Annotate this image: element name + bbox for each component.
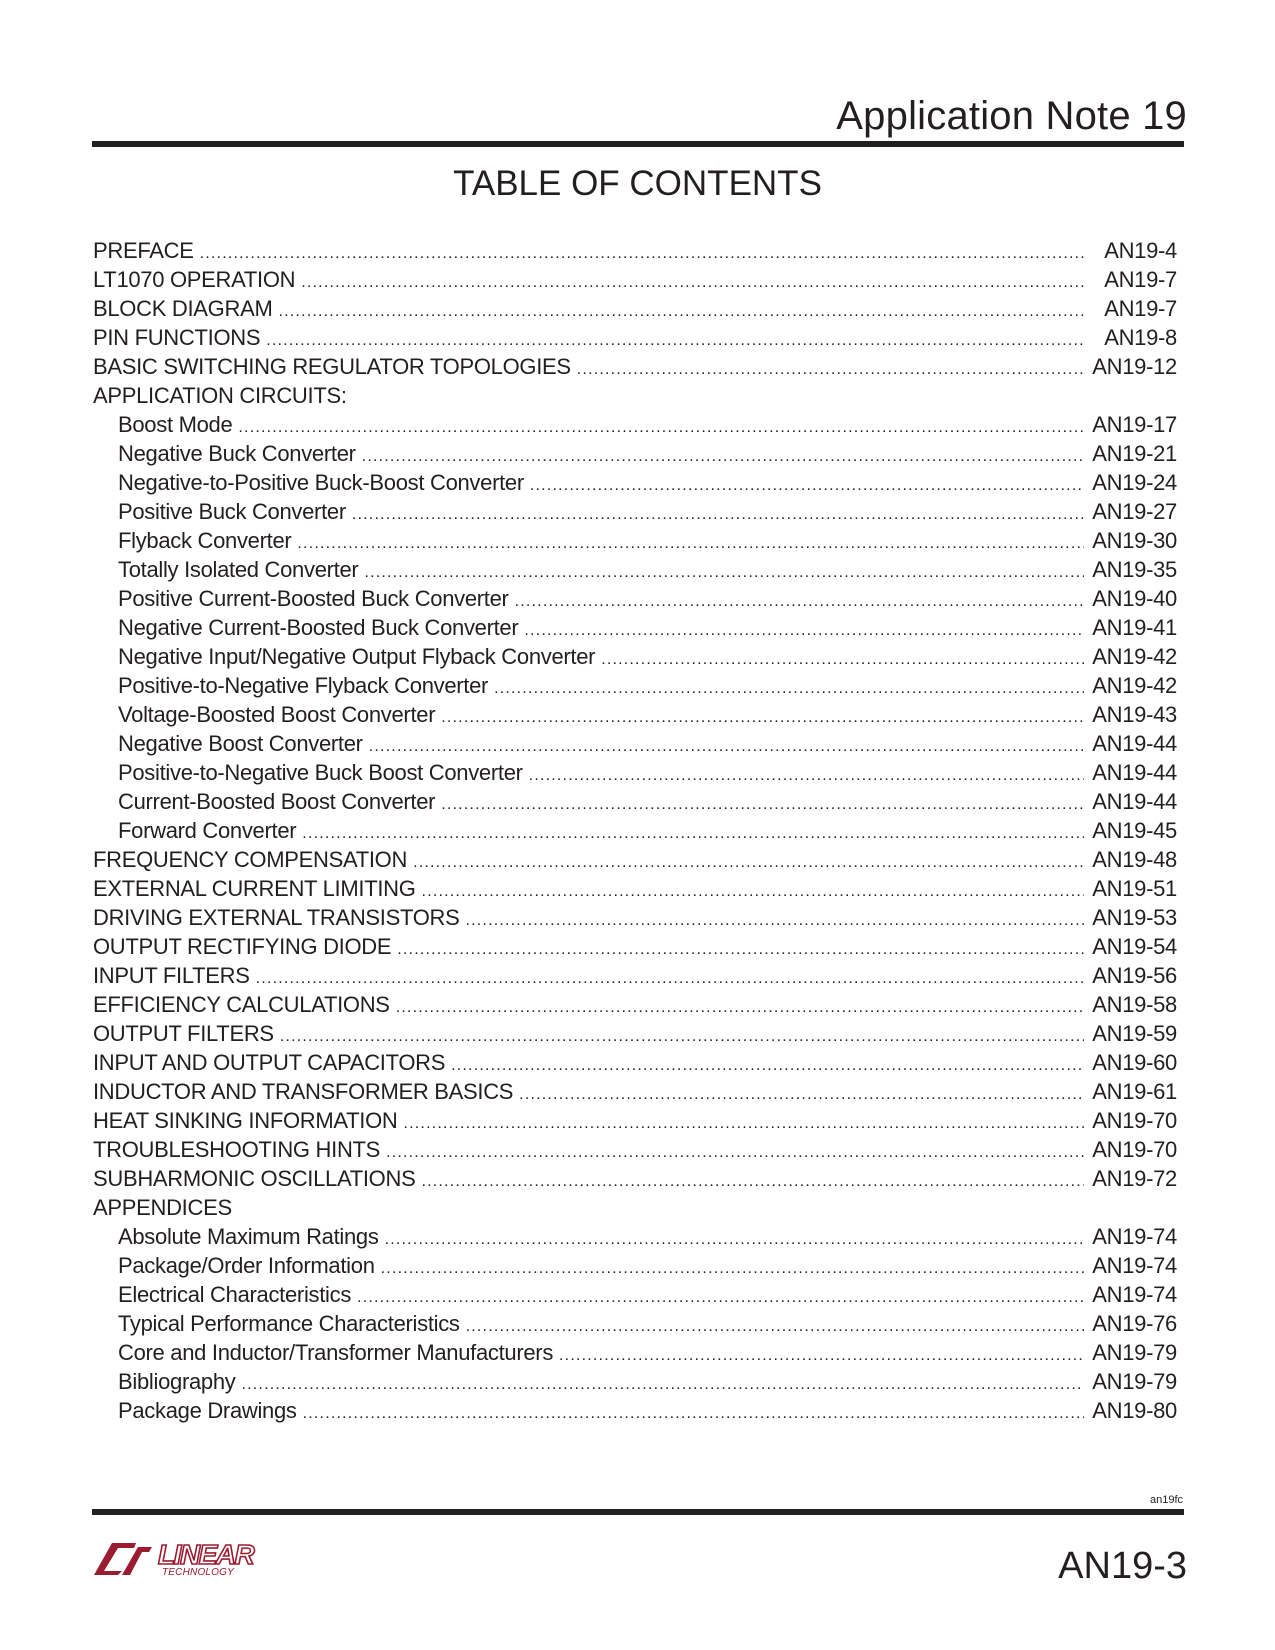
toc-leader-dots [352, 500, 1084, 529]
toc-entry-label: EXTERNAL CURRENT LIMITING [93, 876, 416, 901]
toc-leader-dots [364, 558, 1084, 587]
toc-entry-label: Boost Mode [118, 412, 233, 437]
svg-text:LINEAR: LINEAR [158, 1539, 254, 1570]
toc-leader-dots [256, 964, 1085, 993]
toc-entry-label: INPUT FILTERS [93, 963, 250, 988]
toc-entry-page: AN19-27 [1092, 499, 1177, 524]
toc-entry-label: Negative Buck Converter [118, 441, 356, 466]
toc-entry-label: LT1070 OPERATION [93, 267, 296, 292]
toc-entry [93, 787, 1177, 816]
toc-entry [93, 1048, 1177, 1077]
toc-leader-dots [362, 442, 1085, 471]
toc-entry-page: AN19-42 [1092, 644, 1177, 669]
toc-leader-dots [404, 1109, 1085, 1138]
toc-leader-dots [577, 355, 1084, 384]
toc-entry-label: Negative Current-Boosted Buck Converter [118, 615, 519, 640]
toc-entry-page: AN19-58 [1092, 992, 1177, 1017]
toc-leader-dots [559, 1341, 1084, 1370]
toc-entry-label: SUBHARMONIC OSCILLATIONS [93, 1166, 416, 1191]
toc-leader-dots [303, 1399, 1085, 1428]
toc-entry-page: AN19-80 [1092, 1398, 1177, 1423]
toc-leader-dots [397, 935, 1084, 964]
toc-leader-dots [369, 732, 1085, 761]
toc-entry-label: OUTPUT RECTIFYING DIODE [93, 934, 392, 959]
toc-entry-label: Positive Current-Boosted Buck Converter [118, 586, 509, 611]
toc-entry [93, 497, 1177, 526]
toc-entry-label: Negative Boost Converter [118, 731, 363, 756]
linear-technology-logo [92, 1537, 262, 1577]
toc-leader-dots [396, 993, 1085, 1022]
toc-leader-dots [301, 268, 1085, 297]
toc-entry [93, 294, 1177, 323]
toc-entry-page: AN19-35 [1092, 557, 1177, 582]
toc-entry-label: Package/Order Information [118, 1253, 375, 1278]
toc-entry-label: Current-Boosted Boost Converter [118, 789, 436, 814]
toc-leader-dots [381, 1254, 1085, 1283]
toc-leader-dots [385, 1225, 1085, 1254]
toc-entry [93, 700, 1177, 729]
toc-heading: TABLE OF CONTENTS [453, 164, 822, 203]
toc-entry [93, 671, 1177, 700]
toc-entry [93, 265, 1177, 294]
toc-entry-page: AN19-45 [1092, 818, 1177, 843]
toc-entry [93, 468, 1177, 497]
toc-leader-dots [302, 819, 1084, 848]
toc-entry [93, 642, 1177, 671]
toc-entry [93, 961, 1177, 990]
toc-leader-dots [601, 645, 1084, 674]
toc-leader-dots [529, 761, 1085, 790]
toc-entry [93, 352, 1177, 381]
toc-entry-page: AN19-54 [1092, 934, 1177, 959]
toc-entry-label: Positive-to-Negative Buck Boost Converter [118, 760, 523, 785]
toc-entry [93, 1309, 1177, 1338]
toc-entry-page: AN19-12 [1092, 354, 1177, 379]
toc-entry-label: Voltage-Boosted Boost Converter [118, 702, 436, 727]
toc-entry-label: INDUCTOR AND TRANSFORMER BASICS [93, 1079, 514, 1104]
toc-entry [93, 1251, 1177, 1280]
toc-entry-label: TROUBLESHOOTING HINTS [93, 1137, 381, 1162]
page-number: AN19-3 [1058, 1545, 1187, 1587]
toc-entry [93, 526, 1177, 555]
toc-entry-page: AN19-4 [1104, 238, 1177, 263]
toc-leader-dots [441, 703, 1084, 732]
toc-entry-page: AN19-70 [1092, 1108, 1177, 1133]
toc-entry-label: INPUT AND OUTPUT CAPACITORS [93, 1050, 446, 1075]
toc-entry-page: AN19-53 [1092, 905, 1177, 930]
toc-entry-page: AN19-74 [1092, 1253, 1177, 1278]
toc-leader-dots [466, 1312, 1085, 1341]
toc-entry-label: Core and Inductor/Transformer Manufacturers [118, 1340, 554, 1365]
toc-entry [93, 1135, 1177, 1164]
toc-leader-dots [441, 790, 1084, 819]
toc-entry [93, 903, 1177, 932]
toc-entry [93, 584, 1177, 613]
toc-leader-dots [200, 239, 1085, 268]
toc-entry [93, 1222, 1177, 1251]
toc-entry [93, 990, 1177, 1019]
toc-entry-label: PIN FUNCTIONS [93, 325, 261, 350]
footer-rule [92, 1509, 1184, 1515]
toc-entry-page: AN19-44 [1092, 760, 1177, 785]
toc-leader-dots [238, 413, 1084, 442]
toc-entry-label: Typical Performance Characteristics [118, 1311, 460, 1336]
toc-entry-page: AN19-59 [1092, 1021, 1177, 1046]
toc-entry-label: Positive-to-Negative Flyback Converter [118, 673, 489, 698]
toc-leader-dots [413, 848, 1084, 877]
toc-entry-label: Absolute Maximum Ratings [118, 1224, 379, 1249]
toc-entry-label: Flyback Converter [118, 528, 292, 553]
toc-entry-page: AN19-44 [1092, 731, 1177, 756]
toc-entry-label: APPENDICES [93, 1195, 232, 1220]
toc-entry [93, 1106, 1177, 1135]
toc-entry-label: Package Drawings [118, 1398, 297, 1423]
toc-entry-label: APPLICATION CIRCUITS: [93, 383, 347, 408]
toc-entry-label: FREQUENCY COMPENSATION [93, 847, 408, 872]
table-of-contents [93, 236, 1177, 1425]
toc-entry-page: AN19-7 [1104, 296, 1177, 321]
toc-entry [93, 1280, 1177, 1309]
toc-entry [93, 1019, 1177, 1048]
toc-leader-dots [422, 877, 1085, 906]
toc-leader-dots [466, 906, 1085, 935]
toc-entry [93, 874, 1177, 903]
toc-entry [93, 845, 1177, 874]
toc-entry-page: AN19-7 [1104, 267, 1177, 292]
toc-entry-page: AN19-76 [1092, 1311, 1177, 1336]
toc-entry [93, 1338, 1177, 1367]
toc-entry-label: EFFICIENCY CALCULATIONS [93, 992, 390, 1017]
toc-entry-label: Positive Buck Converter [118, 499, 346, 524]
toc-entry-label: BLOCK DIAGRAM [93, 296, 273, 321]
toc-entry-label: Negative Input/Negative Output Flyback Converter [118, 644, 596, 669]
toc-entry-page: AN19-72 [1092, 1166, 1177, 1191]
svg-text:TECHNOLOGY: TECHNOLOGY [162, 1567, 235, 1577]
toc-entry-page: AN19-21 [1092, 441, 1177, 466]
toc-entry-page: AN19-24 [1092, 470, 1177, 495]
toc-leader-dots [515, 587, 1085, 616]
toc-entry [93, 1396, 1177, 1425]
toc-leader-dots [280, 1022, 1084, 1051]
toc-entry [93, 1367, 1177, 1396]
toc-entry [93, 410, 1177, 439]
toc-entry-page: AN19-51 [1092, 876, 1177, 901]
toc-entry-page: AN19-43 [1092, 702, 1177, 727]
toc-leader-dots [451, 1051, 1084, 1080]
toc-entry [93, 729, 1177, 758]
toc-leader-dots [297, 529, 1084, 558]
toc-entry [93, 932, 1177, 961]
toc-entry [93, 758, 1177, 787]
toc-entry [93, 323, 1177, 352]
toc-leader-dots [357, 1283, 1084, 1312]
toc-entry [93, 613, 1177, 642]
toc-leader-dots [421, 1167, 1084, 1196]
toc-entry-label: Forward Converter [118, 818, 297, 843]
header-rule [92, 141, 1184, 147]
toc-entry [93, 816, 1177, 845]
toc-entry-page: AN19-70 [1092, 1137, 1177, 1162]
toc-entry-page: AN19-74 [1092, 1282, 1177, 1307]
toc-entry-label: DRIVING EXTERNAL TRANSISTORS [93, 905, 460, 930]
toc-entry-page: AN19-56 [1092, 963, 1177, 988]
toc-entry [93, 1193, 1177, 1222]
toc-entry-page: AN19-17 [1092, 412, 1177, 437]
toc-leader-dots [494, 674, 1084, 703]
toc-entry [93, 555, 1177, 584]
toc-leader-dots [530, 471, 1084, 500]
toc-entry-page: AN19-30 [1092, 528, 1177, 553]
toc-entry-page: AN19-61 [1092, 1079, 1177, 1104]
toc-entry-label: HEAT SINKING INFORMATION [93, 1108, 398, 1133]
toc-leader-dots [386, 1138, 1084, 1167]
toc-entry [93, 236, 1177, 265]
toc-entry-page: AN19-41 [1092, 615, 1177, 640]
toc-entry-page: AN19-79 [1092, 1340, 1177, 1365]
toc-entry-label: OUTPUT FILTERS [93, 1021, 274, 1046]
toc-entry-page: AN19-8 [1104, 325, 1177, 350]
document-code: an19fc [1149, 1494, 1183, 1506]
toc-entry-label: PREFACE [93, 238, 194, 263]
toc-entry-page: AN19-60 [1092, 1050, 1177, 1075]
toc-entry-page: AN19-48 [1092, 847, 1177, 872]
toc-entry [93, 1164, 1177, 1193]
application-note-title: Application Note 19 [836, 94, 1187, 138]
toc-leader-dots [524, 616, 1084, 645]
toc-entry-page: AN19-44 [1092, 789, 1177, 814]
toc-leader-dots [241, 1370, 1084, 1399]
toc-entry-page: AN19-79 [1092, 1369, 1177, 1394]
toc-entry-label: Negative-to-Positive Buck-Boost Converter [118, 470, 524, 495]
toc-entry-page: AN19-40 [1092, 586, 1177, 611]
toc-leader-dots [266, 326, 1085, 355]
toc-leader-dots [519, 1080, 1084, 1109]
toc-entry [93, 439, 1177, 468]
toc-entry-label: Bibliography [118, 1369, 236, 1394]
toc-entry-label: BASIC SWITCHING REGULATOR TOPOLOGIES [93, 354, 571, 379]
toc-entry-page: AN19-42 [1092, 673, 1177, 698]
toc-entry-page: AN19-74 [1092, 1224, 1177, 1249]
toc-entry-label: Totally Isolated Converter [118, 557, 359, 582]
toc-entry [93, 381, 1177, 410]
toc-entry [93, 1077, 1177, 1106]
toc-leader-dots [278, 297, 1085, 326]
toc-entry-label: Electrical Characteristics [118, 1282, 352, 1307]
